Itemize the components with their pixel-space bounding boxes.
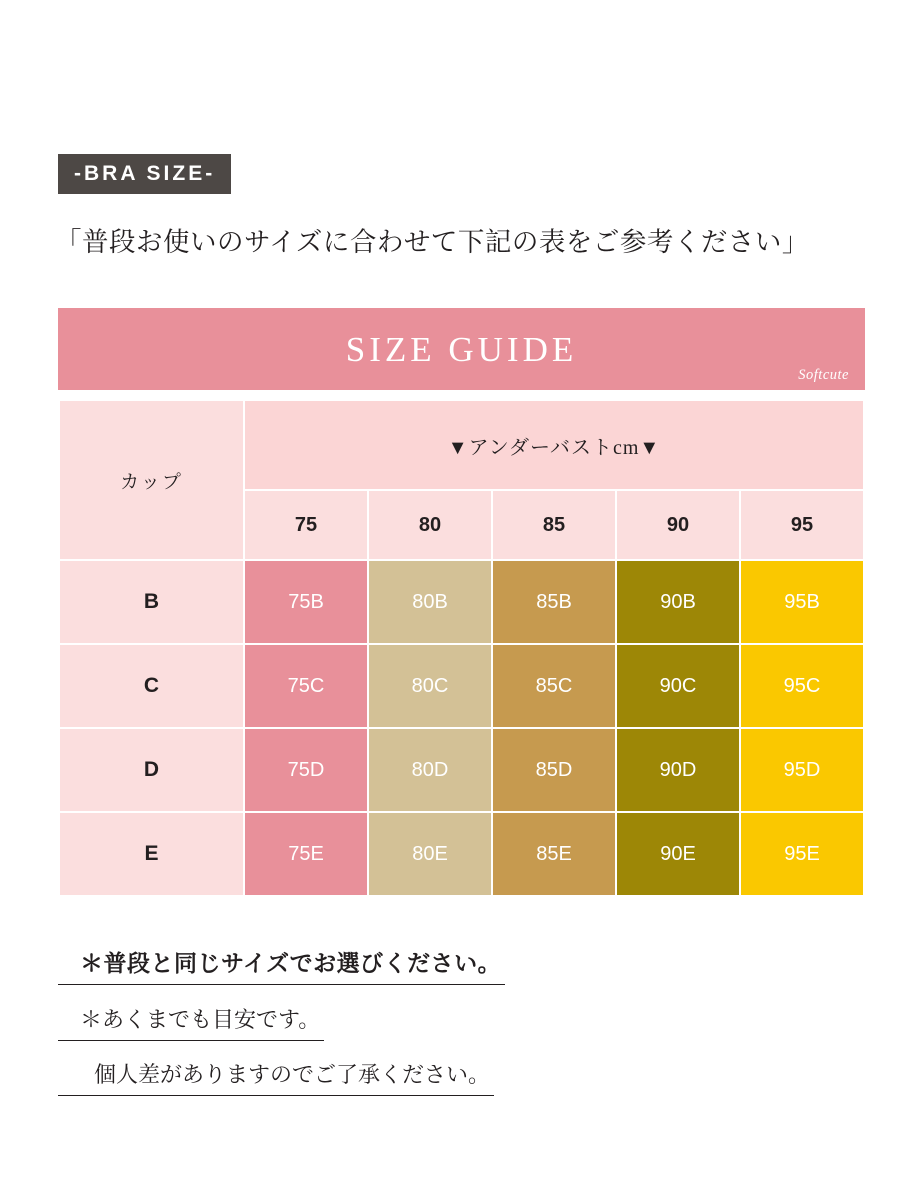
size-table [58,399,865,897]
size-cell-85c: 85C [492,644,616,728]
size-cell-95e: 95E [740,812,864,896]
size-cell-75b: 75B [244,560,368,644]
band-header-75: 75 [244,490,368,560]
lead-text: 「普段お使いのサイズに合わせて下記の表をご参考ください」 [55,227,809,257]
note-primary: ＊普段と同じサイズでお選びください。 [58,945,505,985]
band-header-85: 85 [492,490,616,560]
size-cell-95d: 95D [740,728,864,812]
cup-label-b: B [59,560,244,644]
table-row [59,644,864,728]
page-title-badge: -BRA SIZE- [58,154,231,194]
size-table-wrapper [58,399,865,897]
cup-label-e: E [59,812,244,896]
brand-logo-text: Softcute [798,367,849,383]
banner-title: SIZE GUIDE [345,330,578,369]
size-guide-banner [58,308,865,390]
cup-column-header: カップ [59,400,244,560]
size-cell-80c: 80C [368,644,492,728]
table-row [59,812,864,896]
size-cell-80d: 80D [368,728,492,812]
table-row [59,728,864,812]
size-cell-90c: 90C [616,644,740,728]
size-cell-85d: 85D [492,728,616,812]
size-cell-90e: 90E [616,812,740,896]
size-cell-85b: 85B [492,560,616,644]
size-cell-90d: 90D [616,728,740,812]
size-cell-75e: 75E [244,812,368,896]
table-row [59,560,864,644]
size-cell-95b: 95B [740,560,864,644]
band-header-95: 95 [740,490,864,560]
cup-label-c: C [59,644,244,728]
size-cell-85e: 85E [492,812,616,896]
band-header-90: 90 [616,490,740,560]
notes-section [58,945,878,1096]
band-header-80: 80 [368,490,492,560]
note-tertiary: 個人差がありますのでご了承ください。 [58,1058,494,1096]
size-cell-75c: 75C [244,644,368,728]
table-header-row-1 [59,400,864,490]
band-group-header: ▼アンダーバストcm▼ [244,400,864,490]
size-cell-75d: 75D [244,728,368,812]
size-cell-95c: 95C [740,644,864,728]
size-cell-80e: 80E [368,812,492,896]
size-cell-90b: 90B [616,560,740,644]
cup-label-d: D [59,728,244,812]
note-secondary: ＊あくまでも目安です。 [58,1003,324,1041]
size-cell-80b: 80B [368,560,492,644]
